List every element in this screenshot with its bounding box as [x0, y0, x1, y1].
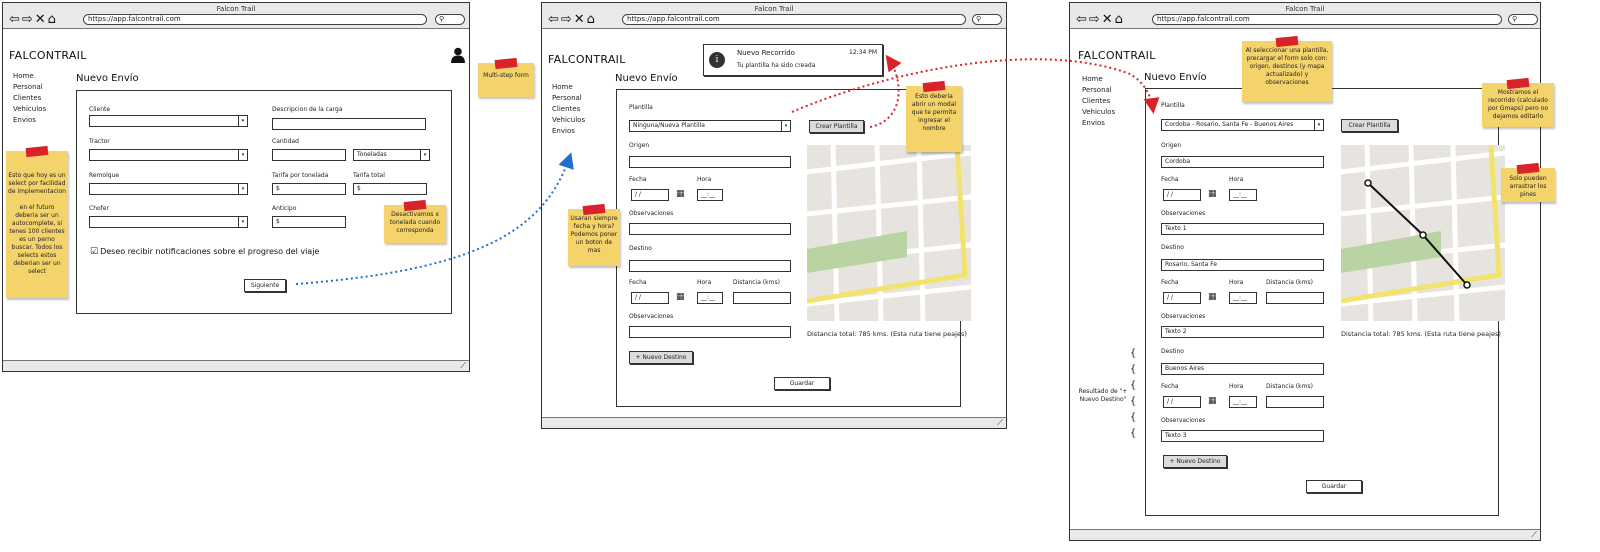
chevron-down-icon: ▾: [238, 217, 247, 227]
address-bar[interactable]: https://app.falcontrail.com: [83, 14, 427, 25]
chevron-down-icon: ▾: [1314, 120, 1323, 130]
descripcion-label: Descripcion de la carga: [272, 106, 343, 113]
observaciones-label: Observaciones: [629, 210, 674, 217]
toast-title: Nuevo Recorrido: [737, 49, 795, 57]
toast-time: 12:34 PM: [849, 49, 877, 56]
cantidad-label: Cantidad: [272, 138, 299, 145]
fecha-label: Fecha: [629, 279, 647, 286]
notifications-label: Deseo recibir notificaciones sobre el progreso del viaje: [100, 247, 320, 256]
nav-item-envios[interactable]: Envios: [552, 127, 575, 135]
observaciones-label: Observaciones: [1161, 417, 1206, 424]
info-icon: i: [709, 52, 725, 68]
note-text: Desactivamos x tonelada cuando corresponda: [389, 211, 441, 234]
plantilla-value: Cordoba - Rosario, Santa Fe - Buenos Aires: [1165, 121, 1294, 128]
destino-input[interactable]: Rosario, Santa Fe: [1161, 259, 1324, 271]
fecha-input[interactable]: / /: [1163, 396, 1201, 408]
destino-input[interactable]: Buenos Aires: [1161, 363, 1324, 375]
tractor-label: Tractor: [89, 138, 110, 145]
resize-grip-icon[interactable]: ⟋: [460, 361, 466, 370]
chevron-down-icon: ▾: [781, 121, 790, 131]
hora-input[interactable]: __:__: [697, 189, 723, 201]
plantilla-value: Ninguna/Nueva Plantilla: [633, 122, 705, 129]
fecha-input[interactable]: / /: [1163, 189, 1201, 201]
flow-arrow-siguiente: [296, 156, 570, 284]
nuevo-destino-button[interactable]: + Nuevo Destino: [629, 351, 693, 364]
distancia-label: Distancia (kms): [733, 279, 780, 286]
nav-item-vehiculos[interactable]: Vehiculos: [552, 116, 586, 124]
observaciones-label: Observaciones: [629, 313, 674, 320]
anticipo-input[interactable]: $: [272, 216, 346, 228]
calendar-icon[interactable]: ▦: [1208, 292, 1217, 302]
distancia-total: Distancia total: 785 kms. (Esta ruta tiene peajes): [807, 330, 967, 338]
nuevo-destino-button[interactable]: + Nuevo Destino: [1163, 455, 1227, 468]
nav-item-clientes[interactable]: Clientes: [1082, 97, 1111, 105]
search-box[interactable]: ⚲: [435, 14, 465, 25]
fecha-label: Fecha: [629, 176, 647, 183]
hora-label: Hora: [1229, 383, 1244, 390]
fecha-label: Fecha: [1161, 176, 1179, 183]
origen-label: Origen: [1161, 142, 1182, 149]
observaciones-input[interactable]: Texto 2: [1161, 326, 1324, 338]
observaciones-label: Observaciones: [1161, 210, 1206, 217]
note-text: Esto que hoy es un select por facilidad de implementacion en el futuro deberia ser un autocomplete, si tenes 100 clientes es un perno buscar. Todos los selects estos deberian ser un select: [8, 172, 66, 275]
note-text: Mostramos el recorrido (calculado por Gmaps) pero no dejamos editarlo: [1487, 89, 1549, 120]
tarifa-total-input[interactable]: $: [353, 183, 427, 195]
nav-item-personal[interactable]: Personal: [1082, 86, 1112, 94]
fecha-input[interactable]: / /: [1163, 292, 1201, 304]
flow-arrow-plantilla: [792, 59, 1153, 112]
window-title: Falcon Trail: [754, 5, 794, 13]
guardar-button[interactable]: Guardar: [1306, 480, 1362, 493]
plantilla-label: Plantilla: [1161, 102, 1185, 109]
fecha-label: Fecha: [1161, 279, 1179, 286]
tarifa-tonelada-label: Tarifa por tonelada: [272, 172, 329, 179]
search-box[interactable]: ⚲: [972, 14, 1002, 25]
distancia-label: Distancia (kms): [1266, 279, 1313, 286]
search-box[interactable]: ⚲: [1508, 14, 1538, 25]
note-text: Solo pueden arrastrar los pines: [1509, 175, 1547, 198]
resize-grip-icon[interactable]: ⟋: [997, 418, 1003, 427]
nav-item-home[interactable]: Home: [552, 83, 573, 91]
remolque-label: Remolque: [89, 172, 120, 179]
hora-input[interactable]: __:__: [1229, 292, 1257, 304]
chevron-down-icon: ▾: [420, 150, 429, 160]
chevron-down-icon: ▾: [238, 116, 247, 126]
destino-label: Destino: [1161, 348, 1184, 355]
nuevo-destino-result-label: Resultado de "+ Nuevo Destino": [1078, 388, 1128, 403]
fecha-input[interactable]: / /: [631, 189, 669, 201]
calendar-icon[interactable]: ▦: [1208, 189, 1217, 199]
cliente-label: Cliente: [89, 106, 111, 113]
origen-label: Origen: [629, 142, 650, 149]
note-text: Multi-step form: [483, 72, 529, 79]
destino-label: Destino: [1161, 244, 1184, 251]
hora-input[interactable]: __:__: [1229, 189, 1257, 201]
origen-input[interactable]: Cordoba: [1161, 156, 1324, 168]
observaciones-label: Observaciones: [1161, 313, 1206, 320]
hora-input[interactable]: __:__: [1229, 396, 1257, 408]
hora-label: Hora: [1229, 176, 1244, 183]
note-text: Al seleccionar una plantilla, precargar el form solo con: origen, destinos (y mapa actualizado) y observaciones: [1245, 47, 1329, 86]
tarifa-total-label: Tarifa total: [353, 172, 385, 179]
address-bar[interactable]: https://app.falcontrail.com: [1152, 14, 1502, 25]
chevron-down-icon: ▾: [238, 150, 247, 160]
crear-plantilla-button[interactable]: Crear Plantilla: [809, 120, 864, 133]
hora-input[interactable]: __:__: [697, 292, 723, 304]
toast-message: Tu plantilla ha sido creada: [737, 62, 816, 69]
hora-label: Hora: [697, 279, 712, 286]
plantilla-label: Plantilla: [629, 104, 653, 111]
fecha-label: Fecha: [1161, 383, 1179, 390]
browser-nav-icons[interactable]: ⇦⇨✕⌂: [548, 12, 597, 27]
browser-nav-icons[interactable]: ⇦⇨✕⌂: [1076, 12, 1125, 27]
window-title: Falcon Trail: [1285, 5, 1325, 13]
nav-item-home[interactable]: Home: [13, 72, 34, 80]
guardar-button[interactable]: Guardar: [774, 377, 830, 390]
nav-item-vehiculos[interactable]: Vehiculos: [13, 105, 47, 113]
nav-item-clientes[interactable]: Clientes: [13, 94, 42, 102]
distancia-total: Distancia total: 785 kms. (Esta ruta tiene peajes): [1341, 330, 1501, 338]
siguiente-button[interactable]: Siguiente: [244, 279, 286, 292]
calendar-icon[interactable]: ▦: [1208, 396, 1217, 406]
calendar-icon[interactable]: ▦: [676, 292, 685, 302]
tarifa-tonelada-input[interactable]: $: [272, 183, 346, 195]
note-text: Usaran siempre fecha y hora? Podemos poner un boton de mas: [570, 215, 618, 254]
nav-item-personal[interactable]: Personal: [552, 94, 582, 102]
page-title: Nuevo Envío: [615, 73, 678, 84]
nav-item-envios[interactable]: Envios: [1082, 119, 1105, 127]
brand-logo: FALCONTRAIL: [548, 53, 626, 66]
checkbox-checked-icon[interactable]: ☑: [90, 247, 99, 257]
note-text: Esto deberia abrir un modal que te permita ingresar el nombre: [911, 93, 957, 132]
fecha-input[interactable]: / /: [631, 292, 669, 304]
observaciones-input[interactable]: Texto 1: [1161, 223, 1324, 235]
nav-item-vehiculos[interactable]: Vehiculos: [1082, 108, 1116, 116]
flow-arrow-crear-plantilla: [870, 58, 899, 127]
nav-item-envios[interactable]: Envios: [13, 116, 36, 124]
page-title: Nuevo Envío: [1144, 72, 1207, 83]
chevron-down-icon: ▾: [238, 184, 247, 194]
page-title: Nuevo Envío: [76, 73, 139, 84]
calendar-icon[interactable]: ▦: [676, 189, 685, 199]
browser-nav-icons[interactable]: ⇦⇨✕⌂: [9, 12, 58, 27]
crear-plantilla-button[interactable]: Crear Plantilla: [1341, 119, 1398, 132]
anticipo-label: Anticipo: [272, 205, 297, 212]
resize-grip-icon[interactable]: ⟋: [1531, 530, 1537, 539]
hora-label: Hora: [1229, 279, 1244, 286]
brand-logo: FALCONTRAIL: [9, 49, 87, 62]
unidad-value: Toneladas: [357, 151, 387, 158]
nav-item-home[interactable]: Home: [1082, 75, 1103, 83]
brand-logo: FALCONTRAIL: [1078, 49, 1156, 62]
window-title: Falcon Trail: [216, 5, 256, 13]
nav-item-clientes[interactable]: Clientes: [552, 105, 581, 113]
destino-label: Destino: [629, 245, 652, 252]
distancia-label: Distancia (kms): [1266, 383, 1313, 390]
address-bar[interactable]: https://app.falcontrail.com: [622, 14, 966, 25]
observaciones-input[interactable]: Texto 3: [1161, 430, 1324, 442]
nav-item-personal[interactable]: Personal: [13, 83, 43, 91]
curly-brace: { { { { { {: [1129, 348, 1137, 439]
chofer-label: Chofer: [89, 205, 109, 212]
hora-label: Hora: [697, 176, 712, 183]
